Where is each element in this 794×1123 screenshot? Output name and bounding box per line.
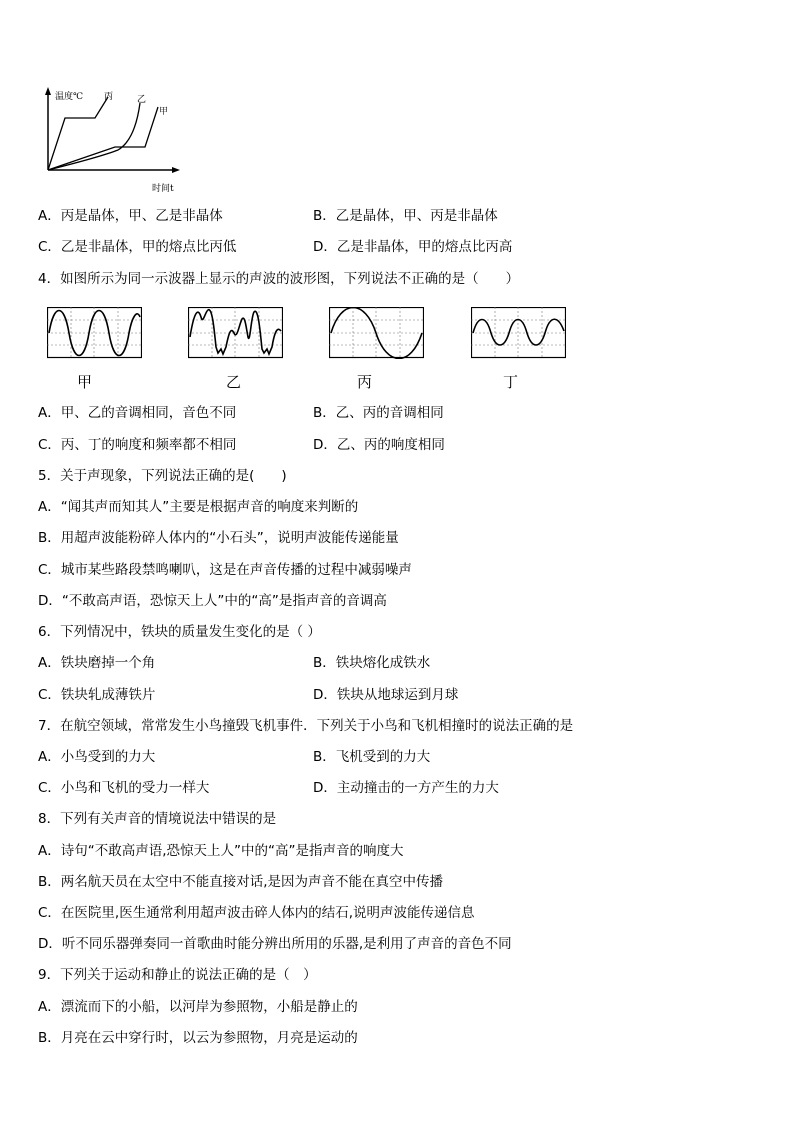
curve-label-jia: 甲 — [159, 107, 169, 117]
q8-stem: 8．下列有关声音的情境说法中错误的是 — [38, 811, 277, 827]
q9-option-b: B．月亮在云中穿行时，以云为参照物，月亮是运动的 — [38, 1030, 358, 1046]
wave-label-bing: 丙 — [357, 373, 373, 391]
q9-stem: 9．下列关于运动和静止的说法正确的是（ ） — [38, 967, 317, 983]
curve-label-bing: 丙 — [104, 92, 114, 102]
x-axis-arrow — [172, 167, 180, 173]
q5-option-a: A．“闻其声而知其人”主要是根据声音的响度来判断的 — [38, 499, 359, 515]
curve-label-yi: 乙 — [137, 95, 147, 105]
q5-option-b: B．用超声波能粉碎人体内的“小石头”，说明声波能传递能量 — [38, 530, 399, 546]
y-axis-arrow — [45, 87, 51, 95]
wave-label-jia: 甲 — [77, 373, 93, 391]
wave-label-yi: 乙 — [226, 373, 242, 391]
curve-jia — [48, 107, 158, 170]
wave-label-ding: 丁 — [503, 373, 519, 391]
q3-option-d: D．乙是非晶体，甲的熔点比丙高 — [313, 239, 513, 255]
q6-option-d: D．铁块从地球运到月球 — [313, 687, 459, 703]
q9-option-a: A．漂流而下的小船，以河岸为参照物，小船是静止的 — [38, 999, 358, 1015]
q7-option-a: A．小鸟受到的力大 — [38, 749, 156, 765]
q7-stem: 7．在航空领域，常常发生小鸟撞毁飞机事件．下列关于小鸟和飞机相撞时的说法正确的是 — [38, 718, 574, 734]
q6-option-a: A．铁块磨掉一个角 — [38, 655, 156, 671]
q5-option-d: D．“不敢高声语，恐惊天上人”中的“高”是指声音的音调高 — [38, 593, 387, 609]
q6-stem: 6．下列情况中，铁块的质量发生变化的是（ ） — [38, 624, 321, 640]
q7-option-d: D．主动撞击的一方产生的力大 — [313, 780, 499, 796]
q8-option-a: A．诗句“不敢高声语,恐惊天上人”中的“高”是指声音的响度大 — [38, 843, 404, 859]
curve-yi — [48, 103, 140, 170]
q6-option-c: C．铁块轧成薄铁片 — [38, 687, 156, 703]
waveform-jia — [47, 307, 142, 359]
q6-option-b: B．铁块熔化成铁水 — [313, 655, 431, 671]
q7-option-c: C．小鸟和飞机的受力一样大 — [38, 780, 210, 796]
waveform-ding — [471, 307, 566, 359]
q4-stem: 4．如图所示为同一示波器上显示的声波的波形图，下列说法不正确的是（ ） — [38, 271, 520, 287]
q3-option-b: B．乙是晶体，甲、丙是非晶体 — [313, 208, 498, 224]
q4-option-c: C．丙、丁的响度和频率都不相同 — [38, 437, 237, 453]
q8-option-d: D．听不同乐器弹奏同一首歌曲时能分辨出所用的乐器,是利用了声音的音色不同 — [38, 936, 512, 952]
q5-stem: 5．关于声现象，下列说法正确的是( ) — [38, 468, 287, 484]
waveform-bing — [329, 307, 424, 359]
y-axis-label: 温度℃ — [55, 92, 84, 102]
q4-option-d: D．乙、丙的响度相同 — [313, 437, 445, 453]
waveform-yi — [188, 307, 283, 359]
q3-option-c: C．乙是非晶体，甲的熔点比丙低 — [38, 239, 237, 255]
q7-option-b: B．飞机受到的力大 — [313, 749, 431, 765]
q4-option-a: A．甲、乙的音调相同，音色不同 — [38, 405, 237, 421]
x-axis-label: 时间t — [152, 184, 174, 194]
q3-option-a: A．丙是晶体，甲、乙是非晶体 — [38, 208, 223, 224]
q5-option-c: C．城市某些路段禁鸣喇叭，这是在声音传播的过程中减弱噪声 — [38, 562, 412, 578]
q8-option-c: C．在医院里,医生通常利用超声波击碎人体内的结石,说明声波能传递信息 — [38, 905, 475, 921]
q8-option-b: B．两名航天员在太空中不能直接对话,是因为声音不能在真空中传播 — [38, 874, 444, 890]
q4-option-b: B．乙、丙的音调相同 — [313, 405, 444, 421]
